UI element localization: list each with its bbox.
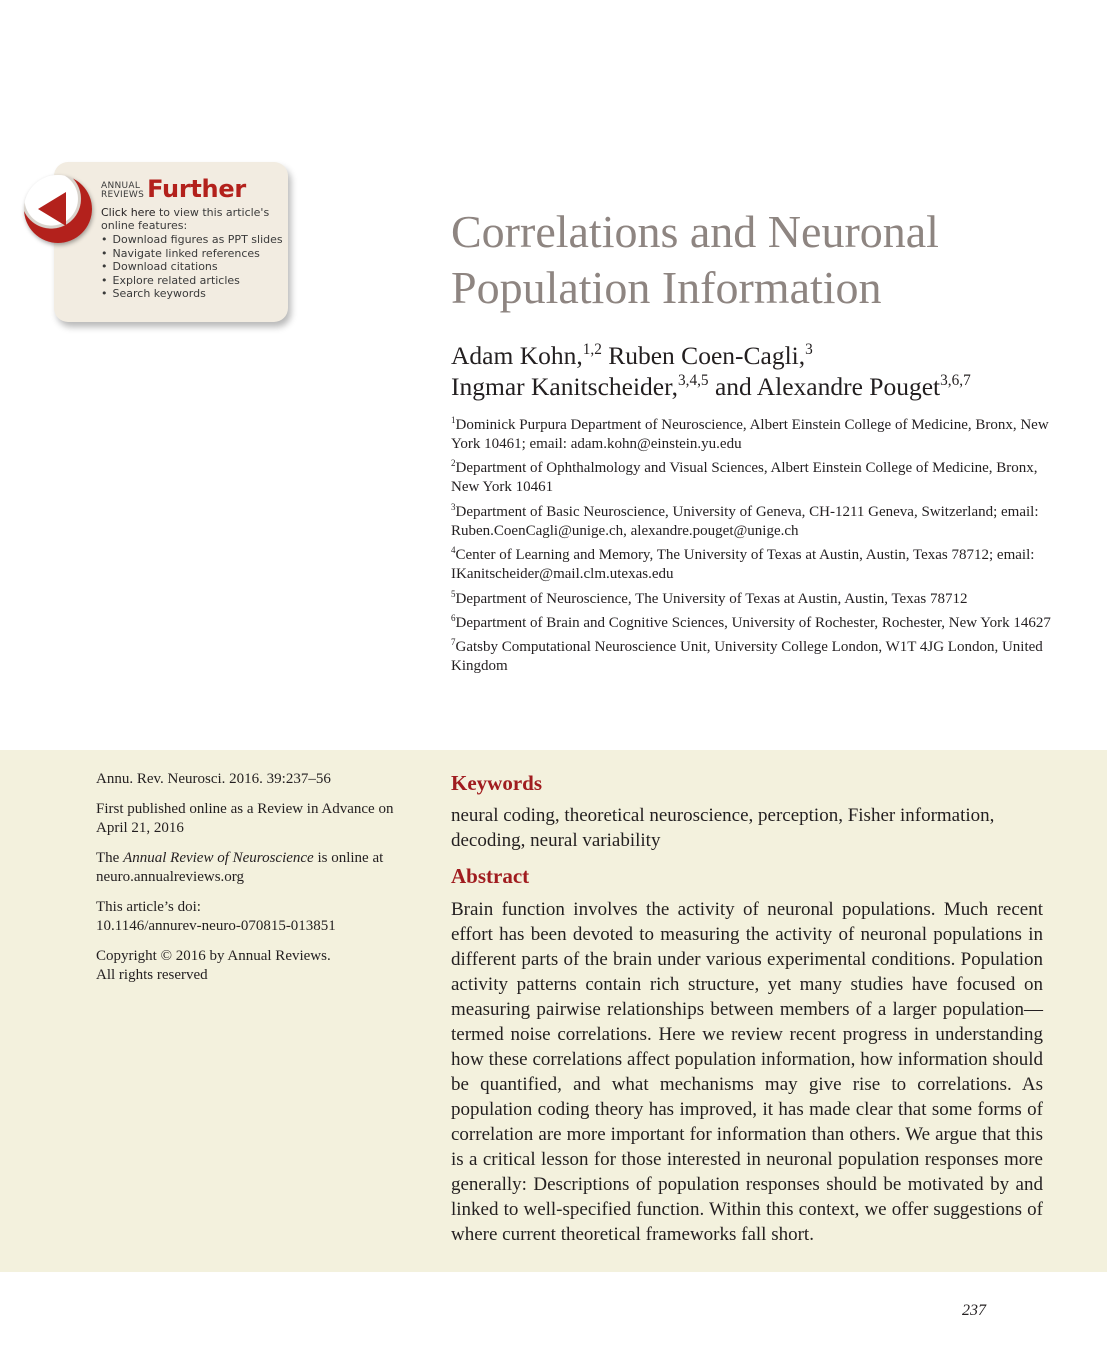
keywords-text: neural coding, theoretical neuroscience, perception, Fisher information, decoding, neural variability	[451, 805, 995, 851]
title-line-2: Population Information	[451, 262, 882, 313]
author-name: Adam Kohn,	[451, 341, 583, 370]
author-name: and Alexandre Pouget	[714, 372, 941, 401]
click-here-link[interactable]: Click here	[101, 206, 156, 219]
affiliation-text: Department of Brain and Cognitive Sciences, University of Rochester, Rochester, New York 14627	[455, 614, 1051, 631]
journal-online-suffix: is online at neuro.annualreviews.org	[96, 850, 384, 885]
affiliation-number: 5	[451, 588, 456, 599]
keywords-heading: Keywords	[451, 771, 542, 795]
article-title	[451, 204, 1071, 316]
affiliation-text: Department of Basic Neuroscience, University of Geneva, CH-1211 Geneva, Switzerland; email: Ruben.CoenCagli@unige.ch, alexandre.pouget@unige.ch	[451, 503, 1039, 539]
abstract-text: Brain function involves the activity of neuronal populations. Much recent effort has been devoted to measuring the activity of neuronal populations in different parts of the brain under various experimental conditions. Population activity patterns contain rich structure, yet many studies have focused on measuring pairwise relationships between members of a larger population—termed noise correlations. Here we review recent progress in understanding how these correlations affect population information, how information should be quantified, and what mechanisms may give rise to correlations. As population coding theory has improved, it has made clear that some forms of correlation are more important for information than others. We argue that this is a critical lesson for those interested in neuronal population responses more generally: Descriptions of population responses should be motivated by and linked to well-specified function. Within this context, we offer suggestions of where current theoretical frameworks fall short.	[451, 899, 1043, 1245]
further-item-navigate-references[interactable]: • Navigate linked references	[101, 247, 291, 261]
affiliation-list	[451, 416, 1051, 682]
author-affil-marker: 1,2	[582, 341, 602, 359]
further-item-download-citations[interactable]: • Download citations	[101, 260, 291, 274]
affiliation-text: Gatsby Computational Neuroscience Unit, University College London, W1T 4JG London, United Kingdom	[451, 639, 1043, 675]
doi-block	[96, 898, 416, 936]
rights: All rights reserved	[96, 967, 208, 983]
further-content	[101, 177, 291, 301]
journal-online	[96, 849, 416, 887]
further-title: Further	[147, 175, 246, 203]
page-number: 237	[962, 1302, 986, 1319]
publication-metadata	[96, 770, 416, 996]
affiliation-7	[451, 638, 1051, 676]
affiliation-number: 1	[451, 415, 456, 426]
first-published: First published online as a Review in Advance on April 21, 2016	[96, 801, 394, 836]
further-item-related-articles[interactable]: • Explore related articles	[101, 274, 291, 288]
author-list	[451, 340, 1091, 402]
journal-online-prefix: The	[96, 850, 124, 866]
main-column	[451, 770, 1043, 1247]
further-item-search-keywords[interactable]: • Search keywords	[101, 287, 291, 301]
further-header	[101, 177, 291, 201]
affiliation-4	[451, 546, 1051, 584]
affiliation-text: Department of Neuroscience, The University of Texas at Austin, Austin, Texas 78712	[455, 590, 968, 607]
affiliation-number: 2	[451, 458, 456, 469]
doi-value[interactable]: 10.1146/annurev-neuro-070815-013851	[96, 918, 336, 934]
logo-line-reviews: REVIEWS	[101, 190, 145, 200]
copyright-block	[96, 947, 416, 985]
citation: Annu. Rev. Neurosci. 2016. 39:237–56	[96, 771, 331, 787]
affiliation-6	[451, 614, 1051, 633]
logo-line-annual: ANNUAL	[101, 181, 141, 191]
further-item-download-figures[interactable]: • Download figures as PPT slides	[101, 233, 291, 247]
abstract-heading: Abstract	[451, 864, 530, 888]
affiliation-text: Department of Ophthalmology and Visual Sciences, Albert Einstein College of Medicine, Bronx, New York 10461	[451, 460, 1038, 496]
affiliation-2	[451, 459, 1051, 497]
annual-reviews-logo	[101, 182, 144, 200]
affiliation-3	[451, 503, 1051, 541]
author-affil-marker: 3,4,5	[677, 372, 709, 390]
copyright: Copyright © 2016 by Annual Reviews.	[96, 948, 331, 964]
left-arrow-icon	[38, 192, 66, 226]
affiliation-1	[451, 416, 1051, 454]
affiliation-number: 6	[451, 613, 456, 624]
author-name: Ruben Coen-Cagli,	[608, 341, 806, 370]
affiliation-number: 3	[451, 501, 456, 512]
author-affil-marker: 3	[805, 341, 813, 359]
author-name: Ingmar Kanitscheider,	[451, 372, 678, 401]
author-affil-marker: 3,6,7	[940, 372, 971, 390]
affiliation-number: 4	[451, 545, 456, 556]
affiliation-text: Center of Learning and Memory, The University of Texas at Austin, Austin, Texas 78712; email: IKanitscheider@mail.clm.utexas.edu	[451, 547, 1035, 583]
further-intro	[101, 206, 291, 232]
title-line-1: Correlations and Neuronal	[451, 206, 939, 257]
affiliation-5	[451, 590, 1051, 609]
further-intro-text: to view this article's online features:	[101, 206, 270, 232]
further-features-list	[101, 233, 291, 301]
doi-label: This article’s doi:	[96, 899, 201, 915]
affiliation-number: 7	[451, 637, 456, 648]
affiliation-text: Dominick Purpura Department of Neuroscience, Albert Einstein College of Medicine, Bronx, New York 10461; email: adam.kohn@einstein.yu.edu	[451, 417, 1049, 452]
further-arrow-icon[interactable]	[24, 175, 92, 243]
journal-name: Annual Review of Neuroscience	[123, 850, 314, 866]
